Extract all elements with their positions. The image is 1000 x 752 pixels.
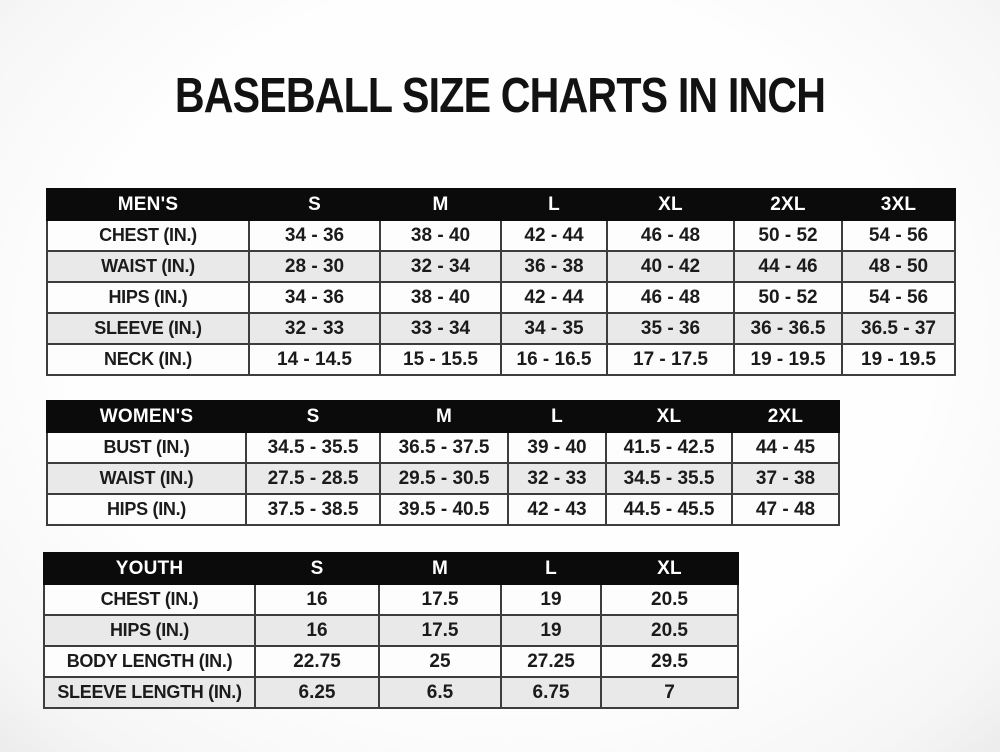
measurement-label-cell: HIPS (IN.) xyxy=(47,282,249,313)
mens-table-title-cell: MEN'S xyxy=(47,189,249,220)
table-row xyxy=(44,677,738,708)
youth-size-table xyxy=(43,552,739,709)
size-value-cell: 38 - 40 xyxy=(380,282,501,313)
size-value-cell: 44 - 45 xyxy=(732,432,839,463)
size-column-header: L xyxy=(508,401,606,432)
size-value-cell: 44 - 46 xyxy=(734,251,842,282)
size-value-cell: 28 - 30 xyxy=(249,251,380,282)
table-row xyxy=(47,494,839,525)
size-value-cell: 34 - 36 xyxy=(249,282,380,313)
size-value-cell: 20.5 xyxy=(601,584,738,615)
size-value-cell: 46 - 48 xyxy=(607,282,734,313)
size-value-cell: 36.5 - 37.5 xyxy=(380,432,508,463)
size-value-cell: 32 - 34 xyxy=(380,251,501,282)
size-value-cell: 54 - 56 xyxy=(842,220,955,251)
size-value-cell: 39.5 - 40.5 xyxy=(380,494,508,525)
size-value-cell: 34 - 35 xyxy=(501,313,607,344)
size-value-cell: 35 - 36 xyxy=(607,313,734,344)
womens-table-title-cell: WOMEN'S xyxy=(47,401,246,432)
measurement-label-cell: NECK (IN.) xyxy=(47,344,249,375)
size-column-header: S xyxy=(246,401,380,432)
size-value-cell: 6.5 xyxy=(379,677,501,708)
size-value-cell: 16 - 16.5 xyxy=(501,344,607,375)
size-value-cell: 40 - 42 xyxy=(607,251,734,282)
womens-size-table xyxy=(46,400,840,526)
size-value-cell: 19 - 19.5 xyxy=(842,344,955,375)
measurement-label-cell: BUST (IN.) xyxy=(47,432,246,463)
size-value-cell: 14 - 14.5 xyxy=(249,344,380,375)
measurement-label-cell: CHEST (IN.) xyxy=(44,584,255,615)
size-value-cell: 38 - 40 xyxy=(380,220,501,251)
size-value-cell: 29.5 - 30.5 xyxy=(380,463,508,494)
size-value-cell: 15 - 15.5 xyxy=(380,344,501,375)
size-value-cell: 36 - 36.5 xyxy=(734,313,842,344)
measurement-label-cell: HIPS (IN.) xyxy=(44,615,255,646)
size-column-header: 2XL xyxy=(732,401,839,432)
table-row xyxy=(47,282,955,313)
table-row xyxy=(44,584,738,615)
size-column-header: XL xyxy=(606,401,732,432)
size-value-cell: 48 - 50 xyxy=(842,251,955,282)
size-value-cell: 17.5 xyxy=(379,584,501,615)
size-value-cell: 46 - 48 xyxy=(607,220,734,251)
table-row xyxy=(47,220,955,251)
measurement-label-cell: WAIST (IN.) xyxy=(47,251,249,282)
size-value-cell: 33 - 34 xyxy=(380,313,501,344)
size-value-cell: 6.25 xyxy=(255,677,379,708)
size-value-cell: 16 xyxy=(255,584,379,615)
size-value-cell: 19 xyxy=(501,584,601,615)
size-value-cell: 44.5 - 45.5 xyxy=(606,494,732,525)
size-value-cell: 16 xyxy=(255,615,379,646)
size-column-header: M xyxy=(379,553,501,584)
size-value-cell: 20.5 xyxy=(601,615,738,646)
size-value-cell: 37 - 38 xyxy=(732,463,839,494)
table-row xyxy=(47,251,955,282)
size-value-cell: 25 xyxy=(379,646,501,677)
womens-table-header-row xyxy=(47,401,839,432)
size-value-cell: 39 - 40 xyxy=(508,432,606,463)
size-column-header: L xyxy=(501,553,601,584)
size-value-cell: 32 - 33 xyxy=(249,313,380,344)
size-value-cell: 50 - 52 xyxy=(734,220,842,251)
measurement-label-cell: SLEEVE LENGTH (IN.) xyxy=(44,677,255,708)
size-column-header: 3XL xyxy=(842,189,955,220)
size-value-cell: 32 - 33 xyxy=(508,463,606,494)
size-value-cell: 42 - 43 xyxy=(508,494,606,525)
size-value-cell: 36 - 38 xyxy=(501,251,607,282)
size-value-cell: 37.5 - 38.5 xyxy=(246,494,380,525)
size-value-cell: 22.75 xyxy=(255,646,379,677)
size-value-cell: 47 - 48 xyxy=(732,494,839,525)
size-value-cell: 41.5 - 42.5 xyxy=(606,432,732,463)
mens-size-table xyxy=(46,188,956,376)
page-title: BASEBALL SIZE CHARTS IN INCH xyxy=(174,69,826,123)
size-value-cell: 42 - 44 xyxy=(501,220,607,251)
size-column-header: XL xyxy=(601,553,738,584)
size-column-header: XL xyxy=(607,189,734,220)
size-value-cell: 42 - 44 xyxy=(501,282,607,313)
size-column-header: S xyxy=(249,189,380,220)
size-value-cell: 17 - 17.5 xyxy=(607,344,734,375)
size-value-cell: 19 - 19.5 xyxy=(734,344,842,375)
size-column-header: 2XL xyxy=(734,189,842,220)
size-value-cell: 7 xyxy=(601,677,738,708)
size-value-cell: 36.5 - 37 xyxy=(842,313,955,344)
measurement-label-cell: SLEEVE (IN.) xyxy=(47,313,249,344)
table-row xyxy=(44,615,738,646)
size-value-cell: 54 - 56 xyxy=(842,282,955,313)
size-value-cell: 27.5 - 28.5 xyxy=(246,463,380,494)
table-row xyxy=(44,646,738,677)
size-value-cell: 17.5 xyxy=(379,615,501,646)
size-value-cell: 27.25 xyxy=(501,646,601,677)
size-value-cell: 34 - 36 xyxy=(249,220,380,251)
size-value-cell: 29.5 xyxy=(601,646,738,677)
size-value-cell: 50 - 52 xyxy=(734,282,842,313)
size-value-cell: 34.5 - 35.5 xyxy=(246,432,380,463)
size-column-header: M xyxy=(380,189,501,220)
youth-table-header-row xyxy=(44,553,738,584)
size-value-cell: 6.75 xyxy=(501,677,601,708)
measurement-label-cell: HIPS (IN.) xyxy=(47,494,246,525)
measurement-label-cell: BODY LENGTH (IN.) xyxy=(44,646,255,677)
measurement-label-cell: CHEST (IN.) xyxy=(47,220,249,251)
table-row xyxy=(47,344,955,375)
youth-table-title-cell: YOUTH xyxy=(44,553,255,584)
measurement-label-cell: WAIST (IN.) xyxy=(47,463,246,494)
size-column-header: L xyxy=(501,189,607,220)
table-row xyxy=(47,432,839,463)
size-value-cell: 34.5 - 35.5 xyxy=(606,463,732,494)
size-value-cell: 19 xyxy=(501,615,601,646)
table-row xyxy=(47,463,839,494)
mens-table-header-row xyxy=(47,189,955,220)
table-row xyxy=(47,313,955,344)
size-column-header: M xyxy=(380,401,508,432)
size-column-header: S xyxy=(255,553,379,584)
